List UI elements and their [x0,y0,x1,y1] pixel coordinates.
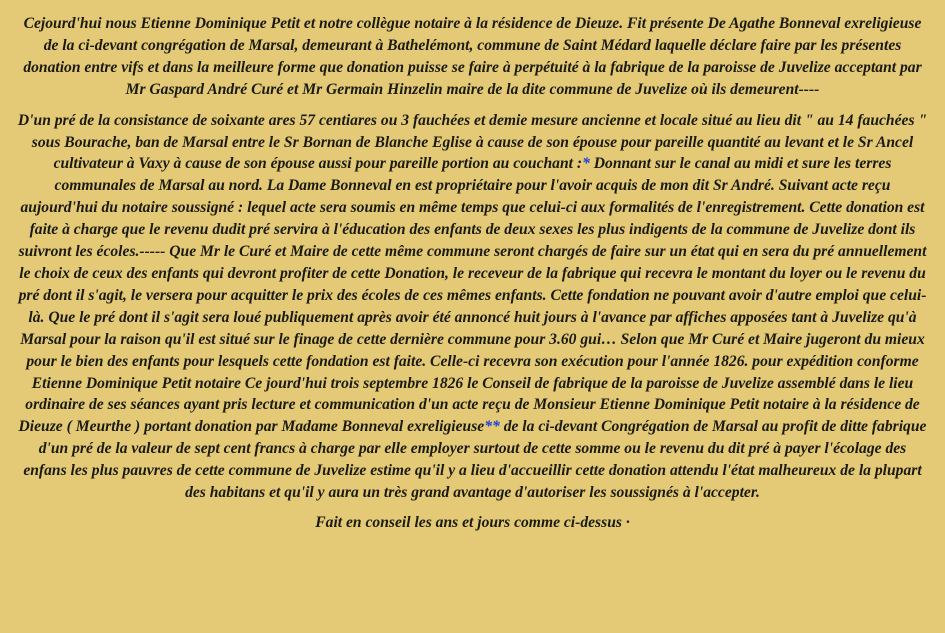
paragraph-body-part-1: D'un pré de la consistance de soixante ares 57 centiares ou 3 fauchées et demie mesure ancienne et locale situé au lieu dit " au 14 fauchées " sous Bourache, ban de Marsal entre le Sr Bornan de Blanche Eglise à cause de son épouse pour pareille quantité au levant et le Sr Ancel cultivateur à Vaxy à cause de son épouse aussi pour pareille portion au couchant : [17,111,928,173]
footnote-link-2[interactable]: ** [484,418,500,436]
paragraph-body-part-2: Donnant sur le canal au midi et sure les terres communales de Marsal au nord. La Dame Bonneval en est propriétaire pour l'avoir acquis de mon dit Sr André. Suivant acte reçu aujourd'hui du notaire soussigné : lequel acte sera soumis en même temps que celui-ci aux formalités de l'enregistrement. Cette donation est faite à charge que le revenu dudit pré servira à l'éducation des enfants de deux sexes les plus indigents de la commune de Juvelize dont ils suivront les écoles.----- Que Mr le Curé et Maire de cette même commune seront chargés de faire sur un état qui en sera du pré annuellement le choix de ceux des enfants qui devront profiter de cette Donation, le receveur de la fabrique qui recevra le montant du loyer ou le revenu du pré dont il s'agit, le versera pour acquitter le prix des écoles de ces mêmes enfants. Cette fondation ne pouvant avoir d'autre emploi que celui-là. Que le pré dont il s'agit sera loué publiquement après avoir été annoncé huit jours à l'avance par affiches apposées tant à Juvelize qu'à Marsal pour la raison qu'il est situé sur le finage de cette dernière commune pour 3.60 gui… Selon que Mr Curé et Maire jugeront du mieux pour le bien des enfants pour lesquels cette fondation est faite. Celle-ci recevra son exécution pour l'année 1826. pour expédition conforme Etienne Dominique Petit notaire Ce jourd'hui trois septembre 1826 le Conseil de fabrique de la paroisse de Juvelize assemblé dans le lieu ordinaire de ses séances ayant pris lecture et communication d'un acte reçu de Monsieur Etienne Dominique Petit notaire à la résidence de Dieuze ( Meurthe ) portant donation par Madame Bonneval exreligieuse [18,155,927,436]
closing-line: Fait en conseil les ans et jours comme ci-dessus · [315,513,630,531]
paragraph-donation-intro: Cejourd'hui nous Etienne Dominique Petit et notre collègue notaire à la résidence de Dieuze. Fit présente De Agathe Bonneval exreligieuse de la ci-devant congrégation de Marsal, demeurant à Bathelémont, commune de Saint Médard laquelle déclare faire par les présentes donation entre vifs et dans la meilleure forme que donation puisse se faire à perpétuité à la fabrique de la paroisse de Juvelize acceptant par Mr Gaspard André Curé et Mr Germain Hinzelin maire de la dite commune de Juvelize où ils demeurent---- [23,15,922,98]
footnote-link-1[interactable]: * [582,155,590,173]
paragraph-body-part-3: de la ci-devant Congrégation de Marsal au profit de ditte fabrique d'un pré de la valeur de sept cent francs à charge par elle employer surtout de cette somme ou le revenu du dit pré à payer l'écolage des enfans les plus pauvres de cette commune de Juvelize estime qu'il y a lieu d'accueillir cette donation attendu l'état malheureux de la plupart des habitans et qu'il y aura un très grand avantage d'autoriser les soussignés à l'accepter. [23,418,927,502]
paragraph-donation-body [16,110,929,504]
